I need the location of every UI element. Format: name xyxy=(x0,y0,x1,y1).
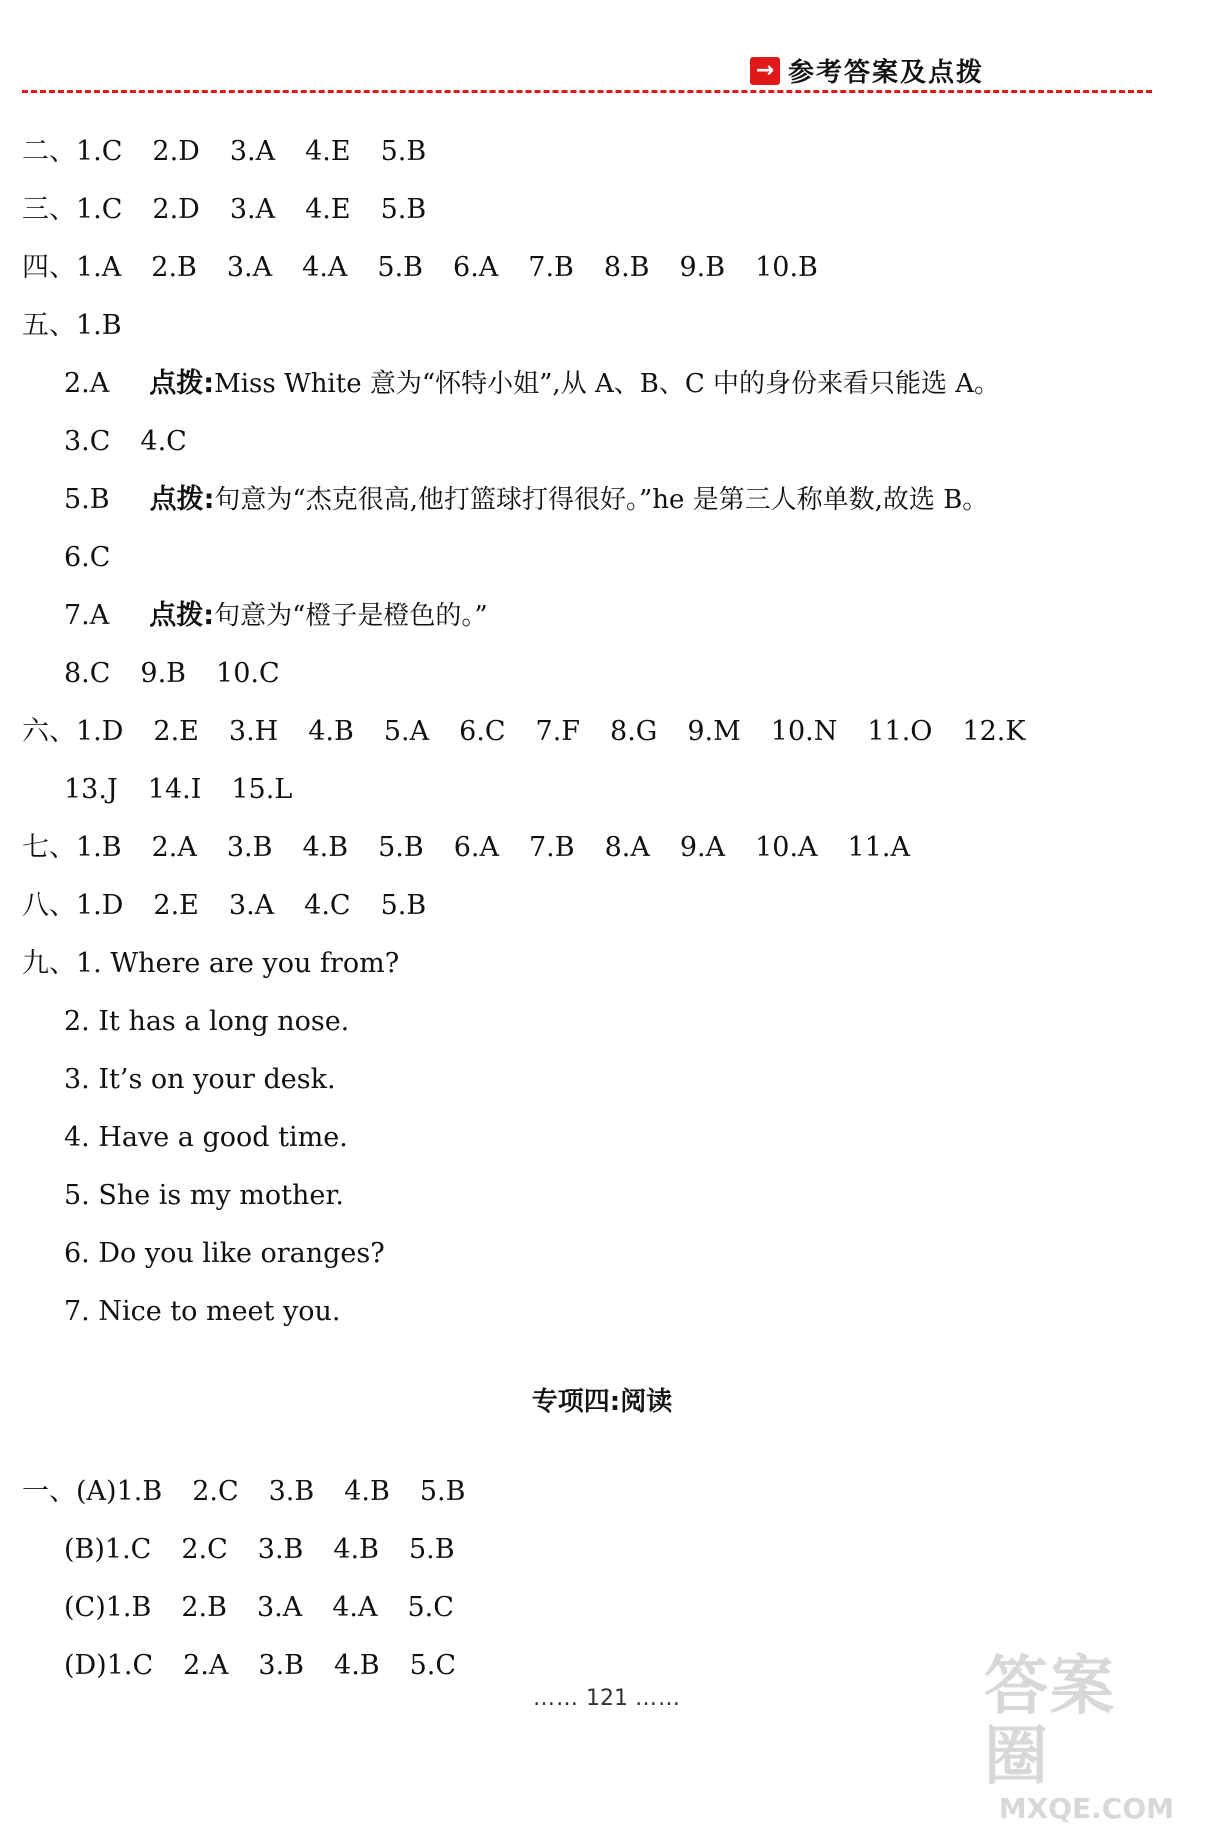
hint-label: 点拨: xyxy=(149,368,215,399)
answer-item: 13.J xyxy=(64,774,118,805)
section-number: 三、 xyxy=(22,194,76,225)
answer-item: 2.C xyxy=(192,1476,239,1507)
answer-item: 6.A xyxy=(453,252,499,283)
answer-item: 3.B xyxy=(257,1534,304,1565)
answer-item: 7.A xyxy=(64,600,110,631)
page-number: 121 xyxy=(586,1686,628,1711)
answer-item: 2.B xyxy=(181,1592,227,1623)
hint-label: 点拨: xyxy=(149,600,215,631)
answer-item: 1.D xyxy=(76,890,124,921)
section-number: 九、 xyxy=(22,948,76,979)
passage-label: (D) xyxy=(64,1650,107,1681)
answer-item: 10.C xyxy=(216,658,280,689)
answer-item: 15.L xyxy=(231,774,293,805)
answer-row-6-cont xyxy=(22,764,1182,822)
answer-item: 4.B xyxy=(308,716,354,747)
answer-row-4 xyxy=(22,242,1182,300)
answer-item: 5.B xyxy=(380,890,427,921)
answer-item: 1.B xyxy=(116,1476,163,1507)
answer-item: 1.B xyxy=(105,1592,152,1623)
sentence-answer: 6. Do you like oranges? xyxy=(64,1238,385,1269)
section-number: 一、 xyxy=(22,1476,76,1507)
footer-dots: …… xyxy=(635,1686,681,1711)
section-title: 专项四:阅读 xyxy=(531,1387,673,1417)
answer-item: 4.A xyxy=(302,252,348,283)
answer-item: 11.A xyxy=(847,832,910,863)
answer-item: 4.E xyxy=(305,136,351,167)
answer-item: 14.I xyxy=(147,774,202,805)
answer-item: 9.A xyxy=(679,832,726,863)
answer-row-5-2 xyxy=(22,358,1182,416)
answer-item: 8.C xyxy=(64,658,111,689)
answer-row-3 xyxy=(22,184,1182,242)
answer-item: 12.K xyxy=(962,716,1026,747)
answer-item: 6.C xyxy=(459,716,506,747)
answer-row-9-4 xyxy=(22,1112,1182,1170)
answer-row-5-7 xyxy=(22,590,1182,648)
answer-item: 1.C xyxy=(76,136,123,167)
answer-item: 8.A xyxy=(604,832,650,863)
answer-item: 2.D xyxy=(152,136,200,167)
answer-item: 9.M xyxy=(687,716,741,747)
watermark-logo xyxy=(984,1650,1174,1825)
footer-dots: …… xyxy=(533,1686,579,1711)
answer-row-9-6 xyxy=(22,1228,1182,1286)
answer-row-5 xyxy=(22,300,1182,358)
answer-item: 2.E xyxy=(153,890,199,921)
answer-item: 5.C xyxy=(407,1592,454,1623)
answer-item: 3.B xyxy=(268,1476,315,1507)
answer-item: 3.B xyxy=(226,832,273,863)
answer-item: 3.B xyxy=(258,1650,305,1681)
answer-row-5-3 xyxy=(22,416,1182,474)
answer-item: 5.C xyxy=(409,1650,457,1681)
passage-label: (C) xyxy=(64,1592,106,1623)
sentence-answer: 4. Have a good time. xyxy=(64,1122,348,1153)
answer-item: 5.A xyxy=(383,716,430,747)
answer-item: 4.E xyxy=(305,194,351,225)
answer-item: 1.D xyxy=(76,716,124,747)
hint-text: 句意为“橙子是橙色的。” xyxy=(214,601,488,631)
answer-item: 2.E xyxy=(153,716,199,747)
answer-item: 5.B xyxy=(378,832,424,863)
passage-label: (B) xyxy=(64,1534,105,1565)
page-header xyxy=(750,52,984,89)
answer-item: 1.B xyxy=(76,832,122,863)
answer-item: 3.A xyxy=(256,1592,303,1623)
answer-row-6 xyxy=(22,706,1182,764)
answer-row-9-2 xyxy=(22,996,1182,1054)
answer-row-5-8 xyxy=(22,648,1182,706)
answer-content xyxy=(22,126,1182,1698)
reading-row-b xyxy=(22,1524,1182,1582)
section-number: 四、 xyxy=(22,252,76,283)
answer-item: 8.G xyxy=(610,716,658,747)
answer-item: 5.B xyxy=(408,1534,455,1565)
answer-item: 1.C xyxy=(104,1534,152,1565)
section-number: 二、 xyxy=(22,136,76,167)
sentence-answer: 5. She is my mother. xyxy=(64,1180,344,1211)
answer-row-7 xyxy=(22,822,1182,880)
sentence-answer: 3. It’s on your desk. xyxy=(64,1064,336,1095)
answer-item: 3.A xyxy=(229,136,276,167)
answer-item: 1.A xyxy=(76,252,122,283)
answer-row-9-5 xyxy=(22,1170,1182,1228)
answer-item: 5.B xyxy=(380,136,427,167)
header-title: 参考答案及点拨 xyxy=(787,58,984,88)
answer-item: 2.B xyxy=(151,252,197,283)
answer-item: 10.N xyxy=(770,716,838,747)
section-number: 五、 xyxy=(22,310,76,341)
hint-text: Miss White 意为“怀特小姐”,从 A、B、C 中的身份来看只能选 A。 xyxy=(214,369,1001,399)
answer-item: 10.B xyxy=(755,252,818,283)
answer-item: 4.A xyxy=(332,1592,378,1623)
sentence-answer: 2. It has a long nose. xyxy=(64,1006,350,1037)
answer-item: 1.C xyxy=(76,194,123,225)
hint-text: 句意为“杰克很高,他打篮球打得很好。”he 是第三人称单数,故选 B。 xyxy=(214,485,989,515)
answer-item: 4.B xyxy=(302,832,349,863)
watermark-text: 答案圈 xyxy=(984,1650,1116,1794)
answer-item: 4.B xyxy=(344,1476,390,1507)
arrow-right-icon: → xyxy=(750,57,780,85)
answer-item: 8.B xyxy=(603,252,650,283)
section-number: 七、 xyxy=(22,832,76,863)
answer-row-8 xyxy=(22,880,1182,938)
answer-item: 11.O xyxy=(867,716,933,747)
answer-item: 4.C xyxy=(140,426,187,457)
answer-row-9 xyxy=(22,938,1182,996)
answer-item: 3.A xyxy=(229,194,276,225)
answer-item: 1.B xyxy=(76,310,122,341)
header-divider xyxy=(22,90,1152,93)
answer-item: 10.A xyxy=(755,832,818,863)
answer-item: 2.A xyxy=(151,832,197,863)
answer-item: 5.B xyxy=(377,252,424,283)
answer-item: 3.A xyxy=(226,252,273,283)
answer-item: 7.B xyxy=(528,832,575,863)
answer-item: 3.H xyxy=(228,716,279,747)
answer-item: 4.C xyxy=(304,890,351,921)
hint-label: 点拨: xyxy=(149,484,215,515)
reading-row-c xyxy=(22,1582,1182,1640)
answer-item: 4.B xyxy=(334,1650,380,1681)
answer-item: 5.B xyxy=(64,484,110,515)
answer-item: 5.B xyxy=(419,1476,466,1507)
answer-item: 1.C xyxy=(106,1650,154,1681)
section-number: 八、 xyxy=(22,890,76,921)
answer-item: 7.F xyxy=(535,716,581,747)
answer-item: 4.B xyxy=(333,1534,379,1565)
reading-row-a xyxy=(22,1466,1182,1524)
answer-row-5-5 xyxy=(22,474,1182,532)
answer-item: 2.A xyxy=(183,1650,229,1681)
section-number: 六、 xyxy=(22,716,76,747)
answer-item: 2.C xyxy=(181,1534,228,1565)
answer-item: 6.A xyxy=(453,832,499,863)
sentence-answer: 1. Where are you from? xyxy=(76,948,400,979)
answer-item: 9.B xyxy=(679,252,726,283)
answer-item: 2.D xyxy=(152,194,200,225)
answer-item: 3.C xyxy=(64,426,111,457)
answer-item: 5.B xyxy=(380,194,427,225)
watermark-url: MXQE.COM xyxy=(998,1792,1174,1825)
answer-row-9-3 xyxy=(22,1054,1182,1112)
answer-item: 3.A xyxy=(228,890,275,921)
answer-row-5-6 xyxy=(22,532,1182,590)
sentence-answer: 7. Nice to meet you. xyxy=(64,1296,341,1327)
answer-row-2 xyxy=(22,126,1182,184)
answer-row-9-7 xyxy=(22,1286,1182,1344)
answer-item: 2.A xyxy=(64,368,110,399)
answer-item: 6.C xyxy=(64,542,111,573)
answer-item: 9.B xyxy=(140,658,187,689)
answer-item: 7.B xyxy=(528,252,574,283)
passage-label: (A) xyxy=(76,1476,117,1507)
